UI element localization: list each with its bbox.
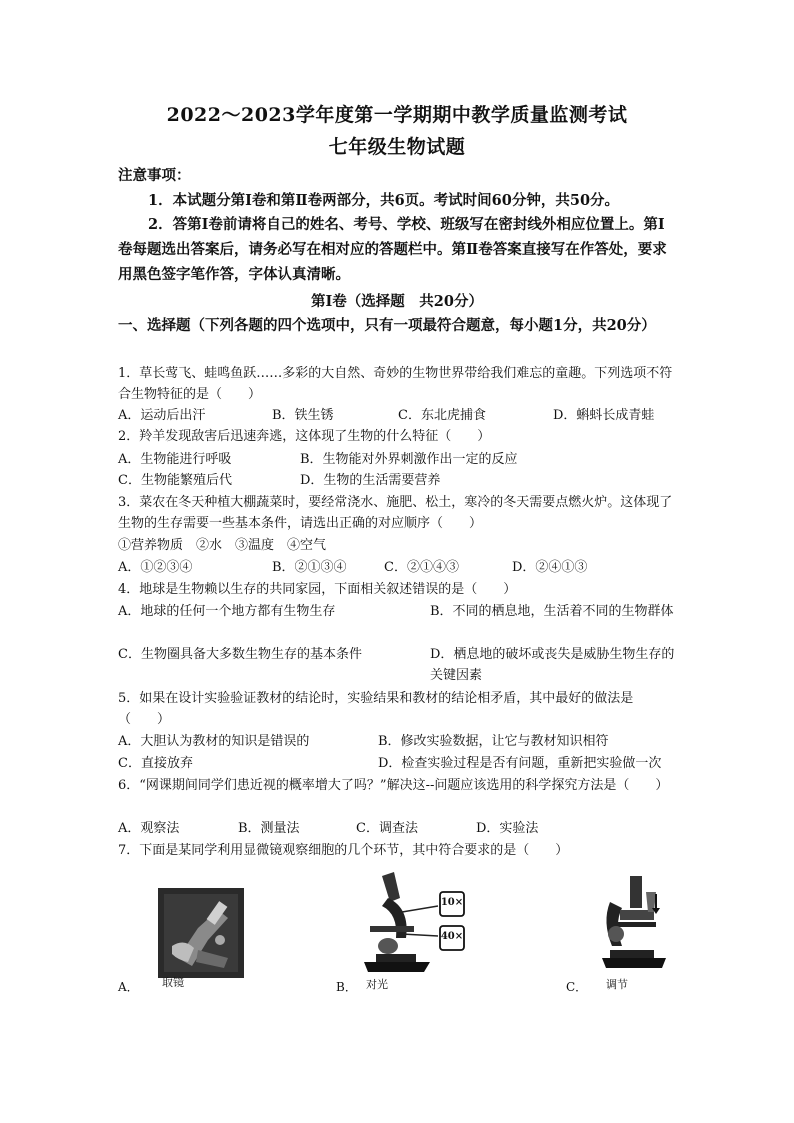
q2-option-a: A．生物能进行呼吸	[118, 452, 232, 467]
notice-item-2: 2．答第Ⅰ卷前请将自己的姓名、考号、学校、班级写在密封线外相应位置上。第Ⅰ卷每题选出答案后，请务必写在相对应的答题栏中。第Ⅱ卷答案直接写在作答处，要求用黑色签字笔作答，字体认真清晰。	[118, 216, 667, 283]
q6-option-b: B．测量法	[238, 821, 300, 836]
question-1-stem: 1．草长莺飞、蛙鸣鱼跃……多彩的大自然、奇妙的生物世界带给我们难忘的童趣。下列选项不符合生物特征的是（ ）	[118, 366, 673, 402]
q1-option-b: B．铁生锈	[272, 408, 334, 423]
question-6-stem: 6．“网课期间同学们患近视的概率增大了吗？”解决这--问题应该选用的科学探究方法是（ ）	[118, 778, 669, 793]
exam-subtitle: 七年级生物试题	[328, 136, 466, 158]
q5-option-b: B．修改实验数据，让它与教材知识相符	[378, 734, 609, 749]
q4-option-c: C．生物圈具备大多数生物生存的基本条件	[118, 647, 362, 662]
question-5-stem: 5．如果在设计实验验证教材的结论时，实验结果和教材的结论相矛盾，其中最好的做法是（ ）	[118, 691, 634, 727]
section-instruction: 一、选择题（下列各题的四个选项中，只有一项最符合题意，每小题1分，共20分）	[118, 317, 656, 334]
q6-option-c: C．调查法	[356, 821, 418, 836]
q7-option-c-letter: C．	[566, 980, 588, 994]
q3-option-a: A．①②③④	[118, 560, 193, 575]
q1-option-a: A．运动后出汗	[118, 408, 206, 423]
q7-image-a	[158, 888, 244, 990]
q7-option-a-letter: A．	[118, 980, 139, 994]
question-2-stem: 2．羚羊发现敌害后迅速奔逃，这体现了生物的什么特征（ ）	[118, 429, 491, 444]
q4-option-a: A．地球的任何一个地方都有生物生存	[118, 604, 336, 619]
q5-option-d: D．检查实验过程是否有问题，重新把实验做一次	[378, 756, 662, 771]
q2-option-b: B．生物能对外界刺激作出一定的反应	[300, 452, 518, 467]
q3-option-b: B．②①③④	[272, 560, 347, 575]
objective-10x-label: 10×	[440, 897, 464, 908]
question-7-stem: 7．下面是某同学利用显微镜观察细胞的几个环节，其中符合要求的是（ ）	[118, 843, 569, 858]
q1-option-d: D．蝌蚪长成青蛙	[553, 408, 655, 423]
q3-option-c: C．②①④③	[384, 560, 459, 575]
q3-list: ①营养物质 ②水 ③温度 ④空气	[118, 538, 327, 553]
q3-option-d: D．②④①③	[512, 560, 588, 575]
q2-option-c: C．生物能繁殖后代	[118, 473, 232, 488]
objective-40x-label: 40×	[440, 931, 464, 942]
microscope-light-illustration	[360, 868, 472, 978]
q4-option-d: D．栖息地的破坏或丧失是威胁生物生存的关键因素	[430, 647, 675, 683]
notice-item-1: 1．本试题分第Ⅰ卷和第Ⅱ卷两部分，共6页。考试时间60分钟，共50分。	[148, 192, 620, 209]
q6-option-d: D．实验法	[476, 821, 539, 836]
q7-image-b	[360, 868, 472, 992]
exam-title: 2022～2023学年度第一学期期中教学质量监测考试	[166, 104, 628, 126]
q7-option-b-letter: B．	[336, 980, 357, 994]
question-4-stem: 4．地球是生物赖以生存的共同家园，下面相关叙述错误的是（ ）	[118, 582, 517, 597]
q7-option-b-caption: 对光	[366, 978, 388, 991]
q7-option-a-caption: 取镜	[162, 976, 184, 989]
q6-option-a: A．观察法	[118, 821, 180, 836]
q4-option-b	[430, 601, 678, 622]
q5-option-a: A．大胆认为教材的知识是错误的	[118, 734, 310, 749]
section-title: 第Ⅰ卷（选择题 共20分）	[311, 293, 483, 310]
q1-option-c: C．东北虎捕食	[398, 408, 486, 423]
q2-option-d: D．生物的生活需要营养	[300, 473, 441, 488]
q7-image-c	[596, 872, 674, 992]
question-3-stem: 3．菜农在冬天种植大棚蔬菜时，要经常浇水、施肥、松土，寒冷的冬天需要点燃火炉。这体现了生物的生存需要一些基本条件，请选出正确的对应顺序（ ）	[118, 495, 673, 531]
microscope-focus-illustration	[596, 872, 674, 978]
q7-option-c-caption: 调节	[606, 978, 628, 991]
q4-option-b-text: B．不同的栖息地，生活着不同的生物群体	[430, 604, 674, 619]
q5-option-c: C．直接放弃	[118, 756, 193, 771]
notice-heading: 注意事项：	[118, 167, 191, 184]
